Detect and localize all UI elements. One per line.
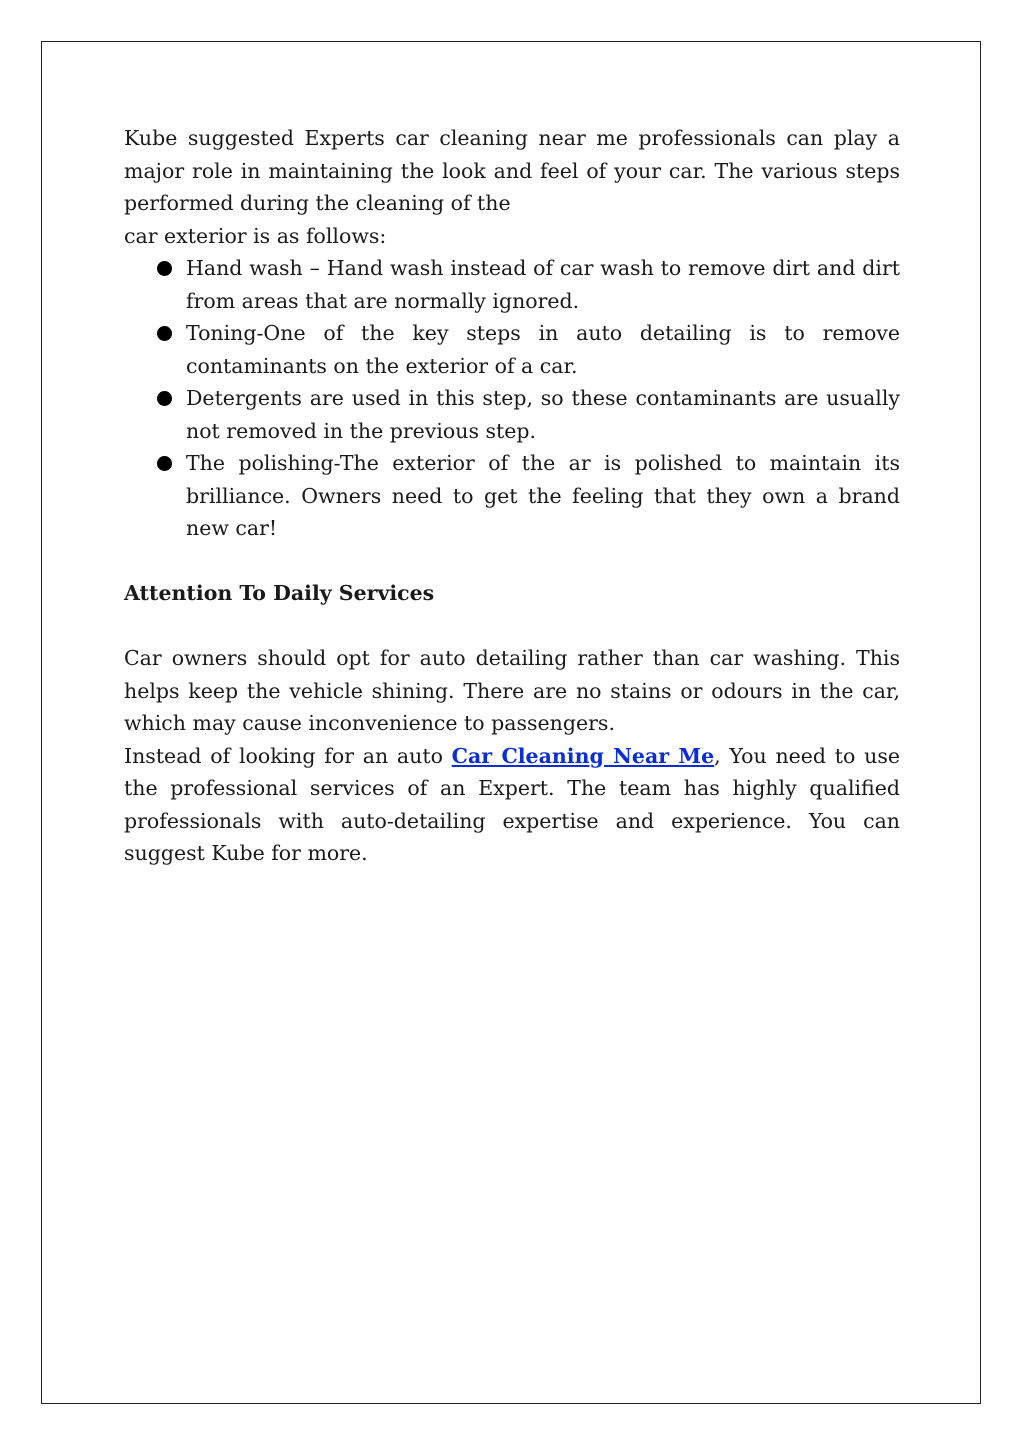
spacer <box>124 545 900 578</box>
document-body <box>124 122 900 870</box>
list-item <box>124 447 900 545</box>
list-item-text: Toning-One of the key steps in auto detailing is to remove contaminants on the exterior of a car. <box>186 321 900 378</box>
list-item-text: Detergents are used in this step, so these contaminants are usually not removed in the previous step. <box>186 386 900 443</box>
list-item-text: The polishing-The exterior of the ar is polished to maintain its brilliance. Owners need to get the feeling that they own a brand new car! <box>186 451 900 540</box>
bullet-icon <box>157 326 172 341</box>
list-item <box>124 317 900 382</box>
section-heading: Attention To Daily Services <box>124 581 435 605</box>
paragraph-text-after: , You need to use the professional services of an Expert. The team has highly qualified professionals with auto-detailing expertise and experience. You can suggest Kube for more. <box>124 743 900 865</box>
section-paragraph: Car owners should opt for auto detailing rather than car washing. This helps keep the vehicle shining. There are no stains or odours in the car, which may cause inconvenience to passengers. <box>124 646 900 735</box>
car-cleaning-link[interactable]: Car Cleaning Near Me <box>451 743 715 768</box>
paragraph-text-before: Instead of looking for an auto <box>124 743 452 768</box>
list-item-text: Hand wash – Hand wash instead of car wash to remove dirt and dirt from areas that are normally ignored. <box>186 256 900 313</box>
bullet-icon <box>157 391 172 406</box>
spacer <box>124 610 900 643</box>
bullet-icon <box>157 456 172 471</box>
intro-paragraph: Kube suggested Experts car cleaning near me professionals can play a major role in maintaining the look and feel of your car. The various steps performed during the cleaning of the <box>124 126 900 215</box>
list-item <box>124 382 900 447</box>
intro-continuation: car exterior is as follows: <box>124 223 387 248</box>
list-item <box>124 252 900 317</box>
bullet-icon <box>157 261 172 276</box>
section-paragraph-link <box>124 740 900 870</box>
steps-list <box>124 252 900 545</box>
